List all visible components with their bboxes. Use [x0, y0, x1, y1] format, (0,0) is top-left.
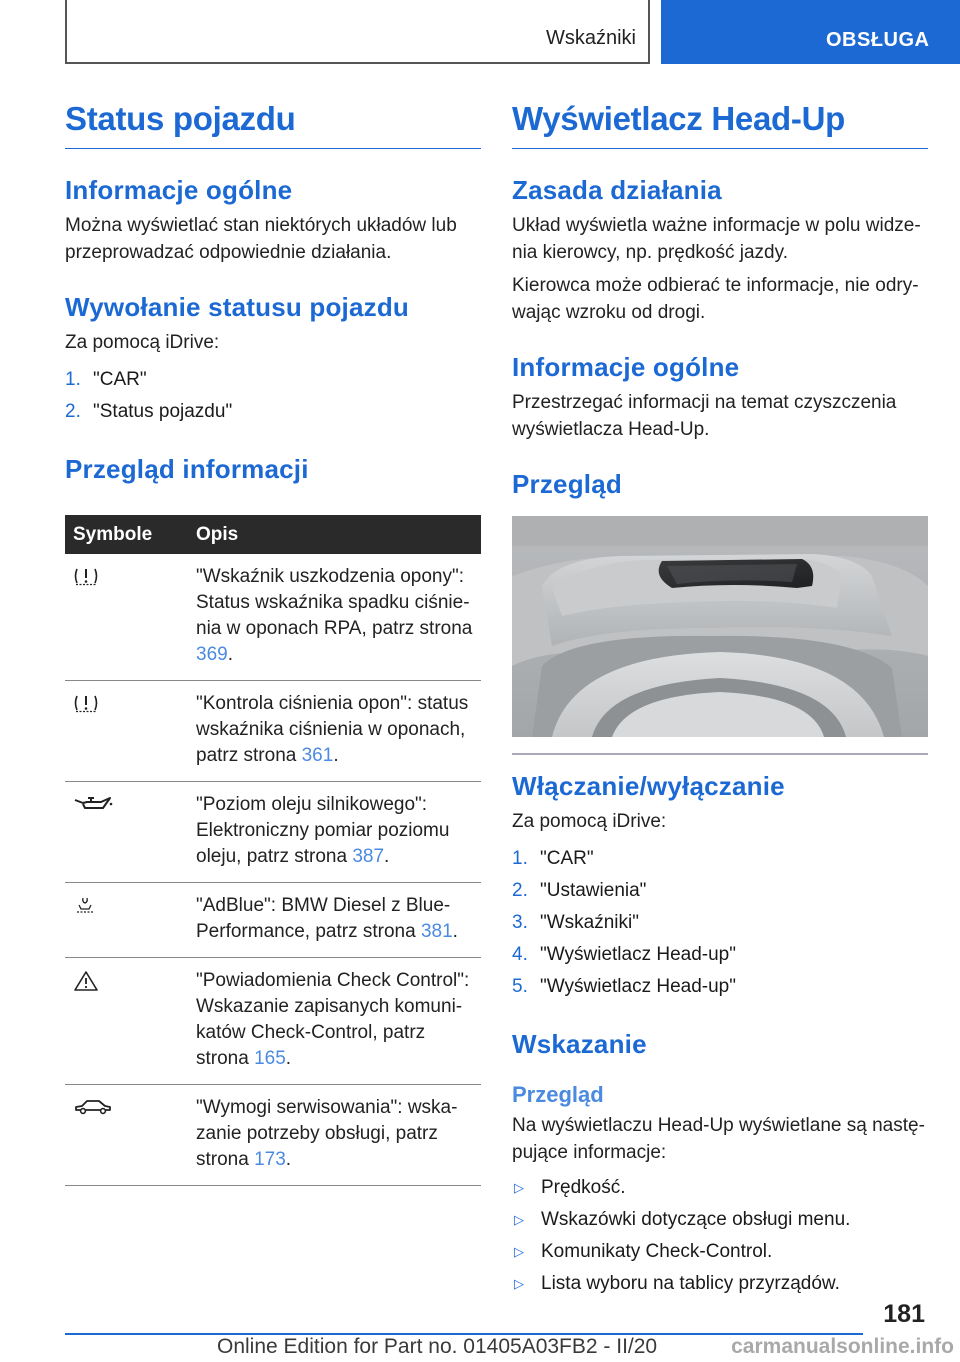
list-item: 1. "CAR"	[512, 847, 594, 869]
bullet-triangle-icon: ▷	[514, 1179, 524, 1195]
general-info-text: Można wyświetlać stan niektórych układów lub przeprowadzać odpowiednie działania.	[65, 215, 457, 263]
list-item: 5. "Wyświetlacz Head-up"	[512, 975, 736, 997]
call-status-intro: Za pomocą iDrive:	[65, 332, 220, 353]
section-title-head-up-display: Wyświetlacz Head-Up	[512, 100, 928, 149]
list-item: 3. "Wskaźniki"	[512, 911, 639, 933]
list-item: 1. "CAR"	[65, 369, 147, 390]
principle-text-1: Układ wyświetla ważne informacje w polu widzenia kierowcy, np. prędkość jazdy.	[512, 215, 921, 263]
heading-overview: Przegląd	[512, 469, 622, 499]
heading-principle: Zasada działania	[512, 175, 722, 205]
principle-text-2: Kierowca może odbierać te informacje, nie odrywając wzroku od drogi.	[512, 275, 919, 323]
heading-display: Wskazanie	[512, 1028, 647, 1059]
footer-edition: Online Edition for Part no. 01405A03FB2 - II/20	[217, 1335, 658, 1358]
right-column	[512, 100, 928, 1300]
col-header-symbols: Symbole	[65, 515, 188, 554]
bullet-triangle-icon: ▷	[514, 1211, 524, 1227]
subheading-overview: Przegląd	[512, 1081, 604, 1107]
page-ref-link[interactable]: 173	[254, 1149, 286, 1170]
header-chapter-tab[interactable]	[661, 0, 960, 64]
service-car-icon	[73, 1097, 113, 1117]
display-text: Na wyświetlaczu Head-Up wyświetlane są następujące informacje:	[512, 1114, 925, 1163]
table-row: "AdBlue": BMW Diesel z BluePerformance, patrz strona 381.	[65, 883, 481, 958]
head-up-display-photo	[512, 516, 928, 737]
oil-can-icon	[73, 794, 113, 814]
table-row: "Wskaźnik uszkodzenia opony": Status wskaźnika spadku ciśnienia w oponach RPA, patrz strona 369.	[65, 554, 481, 681]
list-item: 2. "Status pojazdu"	[65, 401, 233, 422]
heading-toggle: Włączanie/wyłączanie	[512, 770, 785, 801]
list-item: ▷ Prędkość.	[512, 1172, 928, 1204]
tire-warning-icon	[73, 566, 99, 586]
page-ref-link[interactable]: 361	[301, 745, 334, 766]
bullet-triangle-icon: ▷	[514, 1275, 524, 1291]
section-title-vehicle-status: Status pojazdu	[65, 100, 481, 149]
toggle-steps	[512, 843, 928, 1003]
list-item: 2. "Ustawienia"	[512, 879, 647, 901]
heading-general-info-hud: Informacje ogólne	[512, 352, 740, 382]
header-chapter-label: OBSŁUGA	[826, 29, 930, 51]
table-header-row	[65, 515, 481, 554]
page-number: 181	[883, 1300, 925, 1328]
table-row: "Poziom oleju silnikowego": Elektroniczny pomiar poziomu oleju, patrz strona 387.	[65, 782, 481, 883]
header-section-title: Wskaźniki	[545, 27, 636, 49]
list-item: 4. "Wyświetlacz Head-up"	[512, 943, 736, 965]
call-status-steps	[65, 364, 481, 428]
toggle-intro: Za pomocą iDrive:	[512, 810, 667, 832]
heading-call-status: Wywołanie statusu pojazdu	[65, 292, 410, 322]
heading-general-info: Informacje ogólne	[65, 175, 293, 205]
page-ref-link[interactable]: 387	[352, 846, 385, 867]
display-bullets	[512, 1172, 928, 1300]
adblue-icon	[73, 895, 99, 915]
list-item: ▷ Wskazówki dotyczące obsługi menu.	[512, 1204, 928, 1236]
list-item: ▷ Komunikaty Check-Control.	[512, 1236, 928, 1268]
heading-info-overview: Przegląd informacji	[65, 454, 309, 484]
table-row: "Kontrola ciśnienia opon": status wskaźnika ciśnienia w oponach, patrz strona 361.	[65, 681, 481, 782]
list-item: ▷ Lista wyboru na tablicy przyrządów.	[512, 1268, 928, 1300]
info-overview-table	[65, 515, 481, 1186]
photo-divider	[512, 753, 928, 755]
page-ref-link[interactable]: 381	[420, 921, 453, 942]
bullet-triangle-icon: ▷	[514, 1243, 524, 1259]
warning-triangle-icon	[73, 970, 99, 992]
page-ref-link[interactable]: 369	[196, 644, 228, 665]
page-ref-link[interactable]: 165	[254, 1048, 286, 1069]
header-section-box	[65, 0, 650, 64]
page-header	[0, 0, 960, 66]
left-column	[65, 100, 481, 1186]
watermark: carmanualsonline.info	[731, 1335, 954, 1358]
tire-pressure-icon	[73, 693, 99, 713]
general-info-hud-text: Przestrzegać informacji na temat czyszczenia wyświetlacza Head-Up.	[512, 392, 897, 440]
table-row: "Powiadomienia Check Control": Wskazanie zapisanych komunikatów Check-Control, patrz strona 165.	[65, 958, 481, 1085]
col-header-description: Opis	[188, 515, 481, 554]
table-row: "Wymogi serwisowania": wskazanie potrzeby obsługi, patrz strona 173.	[65, 1085, 481, 1186]
